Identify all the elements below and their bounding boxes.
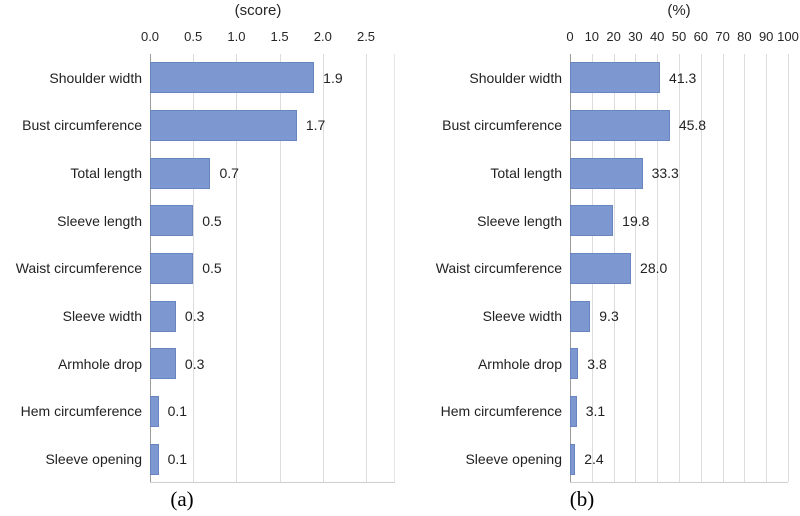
value-label: 33.3 — [651, 165, 679, 182]
chart-score-plot-area — [150, 54, 395, 483]
bar-row — [150, 435, 395, 483]
bar-row — [150, 388, 395, 436]
x-tick-label: 90 — [758, 29, 774, 44]
category-label: Waist circumference — [15, 260, 142, 277]
bar — [570, 205, 613, 236]
value-label: 41.3 — [669, 69, 697, 86]
value-label: 3.8 — [587, 355, 607, 372]
bar-row — [150, 292, 395, 340]
value-label: 0.1 — [167, 403, 188, 420]
bar-row — [570, 340, 788, 388]
value-label: 19.8 — [622, 212, 650, 229]
x-tick-label: 0.0 — [140, 29, 160, 44]
chart-percent-plot-area — [570, 54, 788, 483]
bar — [150, 444, 159, 475]
value-label: 0.5 — [202, 260, 222, 277]
bar-row — [570, 197, 788, 245]
bar — [570, 62, 660, 93]
bar-row — [570, 54, 788, 102]
value-label: 0.5 — [202, 212, 222, 229]
bar — [570, 110, 670, 141]
x-tick-label: 100 — [777, 29, 799, 44]
x-tick-label: 30 — [628, 29, 643, 44]
category-label: Sleeve opening — [465, 451, 562, 468]
bar-row — [570, 388, 788, 436]
bar-row — [570, 245, 788, 293]
x-tick-label: 40 — [649, 29, 665, 44]
bar-row — [150, 340, 395, 388]
x-tick-label: 2.0 — [313, 29, 332, 44]
bar-row — [150, 54, 395, 102]
bar-row — [570, 435, 788, 483]
category-label: Sleeve opening — [45, 451, 142, 468]
chart-percent-title: (%) — [667, 2, 691, 19]
x-tick-label: 10 — [584, 29, 600, 44]
bar — [150, 110, 297, 141]
value-label: 0.7 — [219, 165, 239, 182]
bar — [150, 301, 176, 332]
bar — [570, 396, 577, 427]
value-label: 0.1 — [167, 451, 188, 468]
category-label: Armhole drop — [477, 355, 562, 372]
category-label: Hem circumference — [20, 403, 142, 420]
category-label: Hem circumference — [440, 403, 562, 420]
value-label: 3.1 — [585, 403, 606, 420]
x-tick-label: 70 — [715, 29, 730, 44]
value-label: 0.3 — [184, 355, 205, 372]
category-label: Waist circumference — [435, 260, 562, 277]
value-label: 1.7 — [305, 117, 326, 134]
bar-row — [150, 245, 395, 293]
value-label: 0.3 — [184, 308, 205, 325]
x-tick-label: 20 — [606, 29, 621, 44]
chart-score-title: (score) — [234, 2, 282, 19]
value-label: 1.9 — [323, 69, 343, 86]
bar — [150, 205, 193, 236]
bar — [570, 301, 590, 332]
x-tick-label: 2.5 — [356, 29, 376, 44]
category-label: Shoulder width — [469, 69, 562, 86]
x-tick-label: 50 — [671, 29, 687, 44]
category-label: Bust circumference — [442, 117, 562, 134]
bar-row — [570, 149, 788, 197]
x-tick-label: 1.0 — [227, 29, 246, 44]
chart-percent-x-axis — [400, 29, 800, 45]
bar-row — [150, 149, 395, 197]
value-label: 45.8 — [678, 117, 707, 134]
category-label: Total length — [70, 165, 142, 182]
category-label: Sleeve length — [57, 212, 142, 229]
bar-row — [150, 197, 395, 245]
chart-percent-caption: (b) — [569, 487, 595, 511]
gridline — [788, 54, 789, 482]
bar — [150, 348, 176, 379]
category-label: Sleeve width — [482, 308, 562, 325]
x-tick-label: 80 — [737, 29, 752, 44]
chart-score-caption: (a) — [170, 487, 194, 511]
bar — [570, 158, 643, 189]
value-label: 28.0 — [640, 260, 668, 277]
bar-row — [150, 102, 395, 150]
category-label: Sleeve width — [62, 308, 142, 325]
category-label: Sleeve length — [477, 212, 562, 229]
bar-row — [570, 102, 788, 150]
bar — [150, 158, 210, 189]
bar — [570, 444, 575, 475]
chart-percent — [400, 0, 800, 516]
value-label: 2.4 — [584, 451, 604, 468]
x-tick-label: 1.5 — [270, 29, 289, 44]
x-tick-label: 0 — [566, 29, 574, 44]
x-tick-label: 60 — [693, 29, 709, 44]
bar-row — [570, 292, 788, 340]
bar — [570, 348, 578, 379]
category-label: Total length — [490, 165, 562, 182]
bar — [150, 62, 314, 93]
category-label: Armhole drop — [57, 355, 142, 372]
bar — [570, 253, 631, 284]
x-tick-label: 0.5 — [184, 29, 203, 44]
chart-score-x-axis — [0, 29, 400, 45]
category-label: Shoulder width — [49, 69, 142, 86]
bar — [150, 253, 193, 284]
bar — [150, 396, 159, 427]
value-label: 9.3 — [599, 308, 619, 325]
category-label: Bust circumference — [22, 117, 142, 134]
